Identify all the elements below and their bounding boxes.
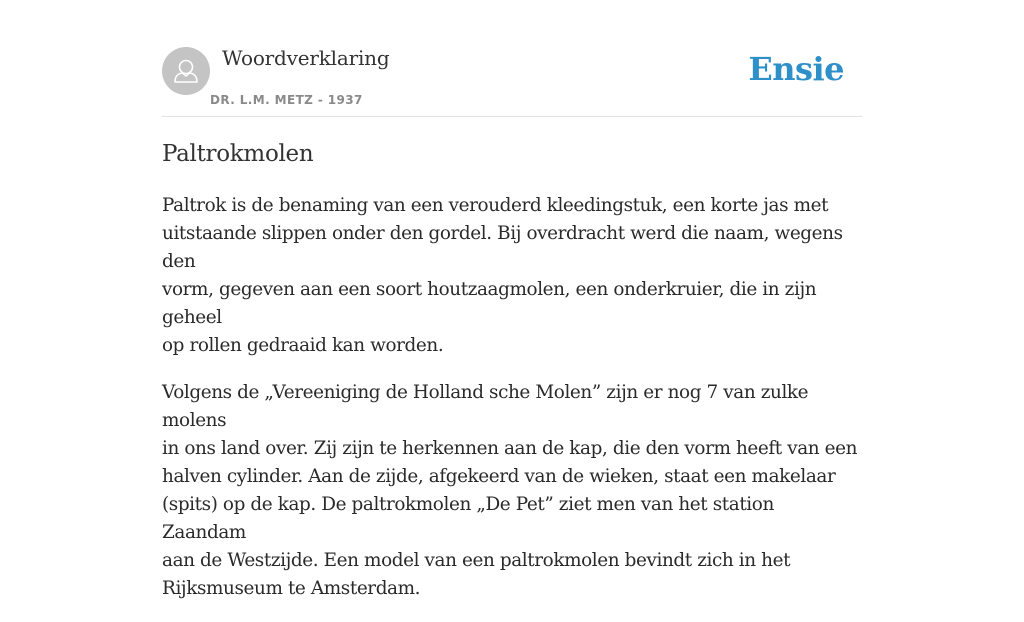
source-title[interactable]: Woordverklaring [222, 46, 390, 70]
entry-header [162, 40, 862, 117]
text-line: aan de Westzijde. Een model van een paltrokmolen bevindt zich in het [162, 550, 791, 571]
text-line: vorm, gegeven aan een soort houtzaagmolen, een onderkruier, die in zijn geheel [162, 279, 817, 328]
author-byline: DR. L.M. METZ - 1937 [210, 93, 363, 107]
text-line: Paltrok is de benaming van een verouderd kleedingstuk, een korte jas met [162, 195, 829, 216]
user-silhouette-icon [162, 47, 210, 95]
paragraph [162, 379, 862, 603]
headword-title: Paltrokmolen [162, 141, 314, 167]
text-line: Rijksmuseum te Amsterdam. [162, 578, 421, 599]
text-line: uitstaande slippen onder den gordel. Bij overdracht werd die naam, wegens den [162, 223, 843, 272]
text-line: in ons land over. Zij zijn te herkennen aan de kap, die den vorm heeft van een [162, 438, 858, 459]
text-line: op rollen gedraaid kan worden. [162, 335, 444, 356]
text-line: Volgens de „Vereeniging de Holland sche Molen” zijn er nog 7 van zulke molens [162, 382, 809, 431]
text-line: (spits) op de kap. De paltrokmolen „De Pet” ziet men van het station Zaandam [162, 494, 774, 543]
paragraph [162, 192, 862, 360]
brand-logo[interactable]: Ensie [748, 50, 844, 88]
article-body [162, 192, 862, 622]
text-line: halven cylinder. Aan de zijde, afgekeerd van de wieken, staat een makelaar [162, 466, 836, 487]
